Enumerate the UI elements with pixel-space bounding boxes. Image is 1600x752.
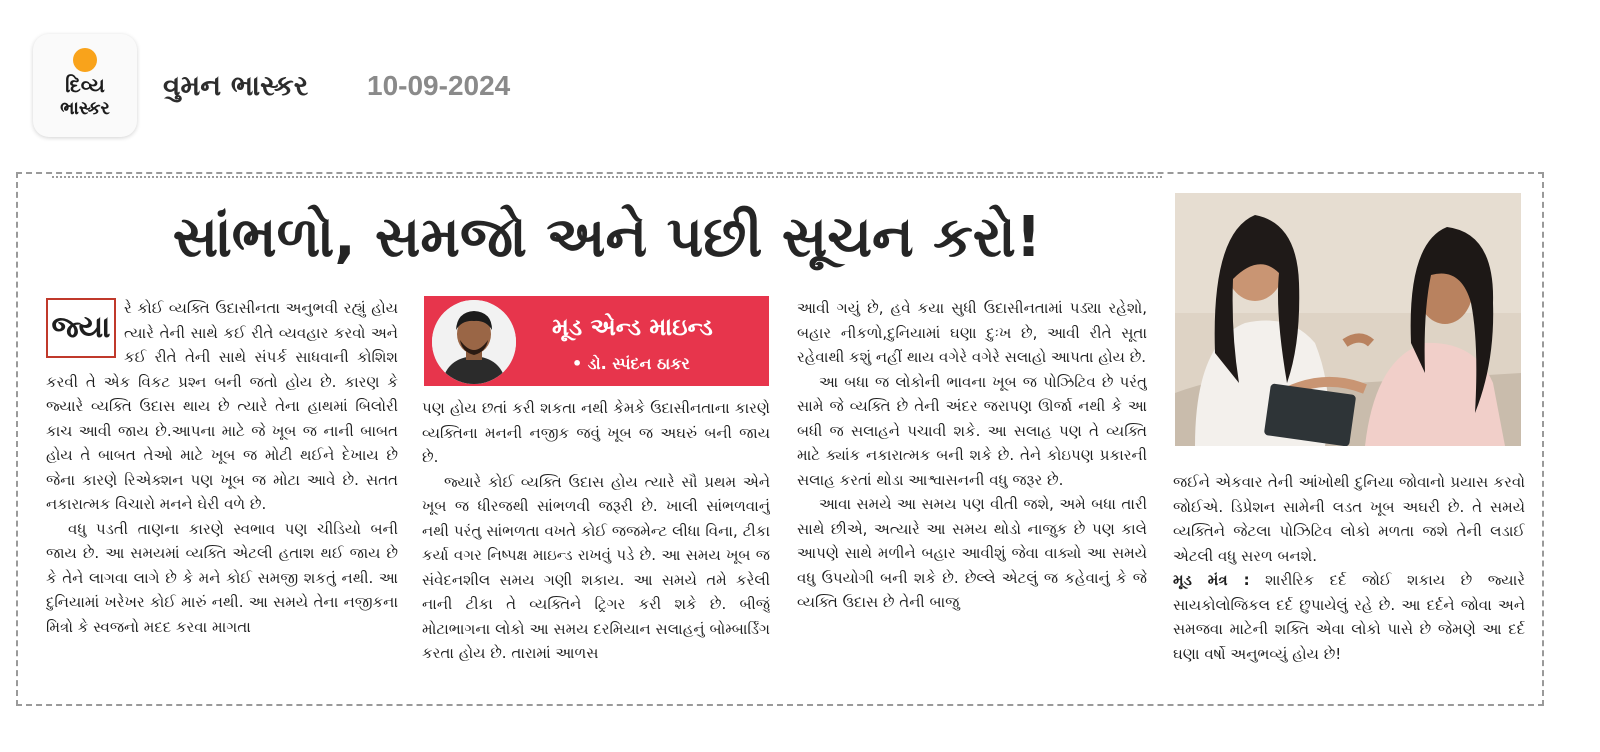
mantra-text: શારીરિક દર્દ જોઈ શકાય છે જ્યારે સાયકોલોજિકલ દર્દ છુપાયેલું રહે છે. આ દર્દને જોવા અને સમજવા માટેની શક્તિ એવા લોકો પાસે છે જેમણે આ દર્દ ઘણા વર્ષો અનુભવ્યું હોય છે! — [1173, 571, 1525, 663]
paragraph: આવી ગયું છે, હવે કયા સુધી ઉદાસીનતામાં પડ્યા રહેશો, બહાર નીકળો,દુનિયામાં ઘણા દુઃખ છે, આવી રીતે સૂતા રહેવાથી કશું નહીં થાય વગેરે વગેરે સલાહો આપતા હોય છે. — [797, 299, 1147, 366]
page-header — [0, 0, 1600, 160]
article-column-3 — [797, 296, 1147, 686]
article-column-2 — [422, 396, 770, 686]
divya-bhaskar-logo[interactable] — [33, 34, 137, 137]
article-photo — [1175, 193, 1521, 446]
top-divider — [52, 176, 1162, 178]
paragraph: વધુ પડતી તાણના કારણે સ્વભાવ પણ ચીડિયો બની જાય છે. આ સમયમાં વ્યક્તિ એટલી હતાશ થઈ જાય છે કે તેને લાગવા લાગે છે કે મને કોઈ સમજી શકતું નથી. આ દુનિયામાં ખરેખર કોઈ મારું નથી. આ સમયે તેના નજીકના મિત્રો કે સ્વજનો મદદ કરવા માગતા — [46, 519, 398, 636]
author-portrait-icon — [432, 300, 516, 384]
sun-icon — [73, 48, 97, 72]
article-column-4 — [1173, 470, 1525, 686]
article-column-1 — [46, 296, 398, 686]
paragraph: જઈને એકવાર તેની આંખોથી દુનિયા જોવાનો પ્રયાસ કરવો જોઈએ. ડિપ્રેશન સામેની લડત ખૂબ અઘરી છે. તે સમયે વ્યક્તિને જેટલા પોઝિટિવ લોકો મળતા જશે તેની લડાઈ એટલી વધુ સરળ બનશે. — [1173, 473, 1525, 565]
logo-text-line2: ભાસ્કર — [60, 98, 110, 119]
publication-date: 10-09-2024 — [367, 70, 511, 101]
column-banner — [424, 296, 769, 386]
author-avatar — [432, 300, 516, 384]
paragraph: આવા સમયે આ સમય પણ વીતી જશે, અમે બધા તારી સાથે છીએ, અત્યારે આ સમય થોડો નાજુક છે પણ કાલે આપણે સાથે મળીને બહાર આવીશું જેવા વાક્યો આ સમયે વધુ ઉપયોગી બની શકે છે. છેલ્લે એટલું જ કહેવાનું કે જે વ્યક્તિ ઉદાસ છે તેની બાજુ — [797, 495, 1147, 611]
mood-mantra — [1173, 568, 1525, 666]
paragraph: પણ હોય છતાં કરી શકતા નથી કેમકે ઉદાસીનતાના કારણે વ્યક્તિના મનની નજીક જવું ખૂબ જ અઘરું બની જાય છે. — [422, 399, 770, 466]
drop-cap: જ્યા — [46, 298, 116, 358]
article-headline: સાંભળો, સમજો અને પછી સૂચન કરો! — [172, 205, 1042, 270]
publication-name: વુમન ભાસ્કર — [163, 69, 309, 102]
paragraph: આ બધા જ લોકોની ભાવના ખૂબ જ પોઝિટિવ છે પરંતુ સામે જે વ્યક્તિ છે તેની અંદર જરાપણ ઊર્જા નથી કે આ બધી જ સલાહને પચાવી શકે. આ સલાહ પણ તે વ્યક્તિ માટે ક્યાંક નકારાત્મક બની શકે છે. તેને કોઇપણ પ્રકારની સલાહ કરતાં થોડા આશ્વાસનની વધુ જરૂર છે. — [797, 372, 1147, 489]
paragraph: જ્યારે કોઈ વ્યક્તિ ઉદાસ હોય ત્યારે સૌ પ્રથમ એને ખૂબ જ ધીરજથી સાંભળવી જરૂરી છે. ખાલી સાંભળવાનું નથી પરંતુ સાંભળતા વખતે કોઈ જજમેન્ટ લીધા વિના, ટીકા કર્યા વગર નિષ્પક્ષ માઇન્ડ રાખવું પડે છે. આ સમય ખૂબ જ સંવેદનશીલ સમય ગણી શકાય. આ સમયે તમે કરેલી નાની ટીકા તે વ્યક્તિને ટ્રિગર કરી શકે છે. બીજું મોટાભાગના લોકો આ સમય દરમિયાન સલાહનું બોમ્બાર્ડિંગ કરતા હોય છે. તારામાં આળસ — [422, 472, 770, 662]
mantra-label: મૂડ મંત્ર : — [1173, 571, 1250, 589]
two-women-talking-image — [1175, 193, 1521, 446]
column-author: • ડો. સ્પંદન ઠાકર — [572, 354, 690, 373]
column-title: મૂડ એન્ડ માઇન્ડ — [552, 313, 713, 341]
paragraph: રે કોઈ વ્યક્તિ ઉદાસીનતા અનુભવી રહ્યું હોય ત્યારે તેની સાથે કઈ રીતે વ્યવહાર કરવો અને કઈ રીતે તેની સાથે સંપર્ક સાધવાની કોશિશ કરવી તે એક વિકટ પ્રશ્ન બની જતો હોય છે. કારણ કે જ્યારે વ્યક્તિ ઉદાસ થાય છે ત્યારે તેના હાથમાં બિલોરી કાચ આવી જાય છે.આપના માટે જે ખૂબ જ નાની બાબત હોય તે બાબત તેઓ માટે ખૂબ જ મોટી થઈને દેખાય છે જેના કારણે રિએક્શન પણ ખૂબ જ મોટા આવે છે. સતત નકારાત્મક વિચારો મનને ઘેરી વળે છે. — [46, 299, 398, 513]
logo-text-line1: દિવ્ય — [65, 73, 105, 97]
